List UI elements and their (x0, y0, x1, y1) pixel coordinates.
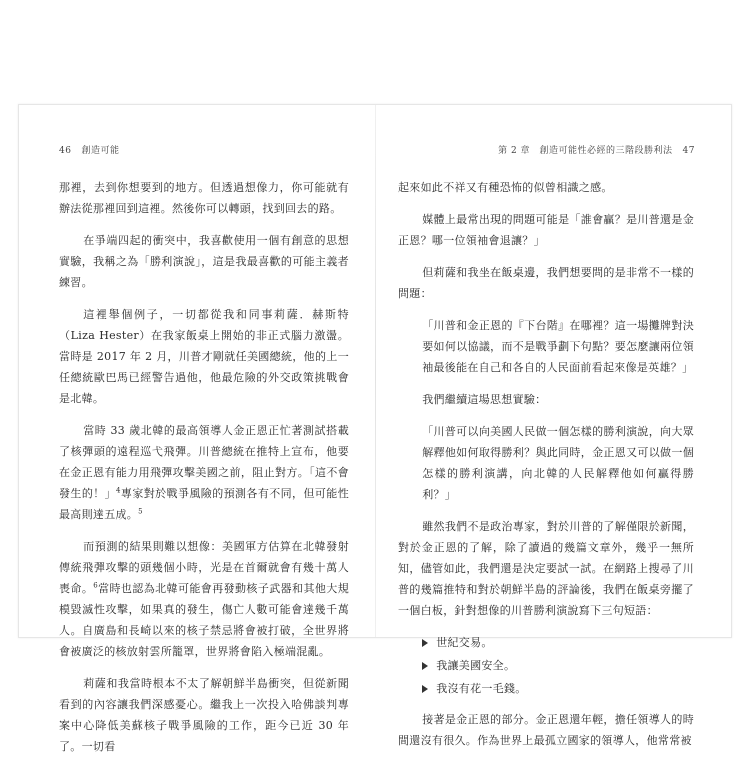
list-item (422, 655, 694, 676)
right-paragraphs-after-list (398, 709, 694, 751)
body-paragraph: 媒體上最常出現的問題可能是「誰會贏？是川普還是金正恩？哪一位領袖會退讓？」 (398, 213, 694, 247)
left-page-body (59, 177, 349, 768)
right-header-title: 第 2 章 創造可能性必經的三階段勝利法 (498, 146, 673, 156)
body-paragraph: 接著是金正恩的部分。金正恩還年輕，擔任領導人的時間還沒有很久。作為世界上最孤立國家的領導人，他常常被 (398, 713, 694, 747)
right-page (376, 105, 731, 747)
footnote-marker: 6 (93, 581, 98, 590)
triangle-bullet-icon (422, 685, 428, 693)
body-paragraph: 雖然我們不是政治專家，對於川普的了解僅限於新聞，對於金正恩的了解，除了讀過的幾篇文章外，幾乎一無所知，儘管如此，我們還是決定要試一試。在網路上搜尋了川普的幾篇推特和對於朝鮮半島的評論後，我們在飯桌旁擺了一個白板，針對想像的川普勝利演說寫下三句短語： (398, 520, 694, 617)
right-page-body (398, 177, 694, 762)
book-spread (18, 104, 732, 753)
list-item-text: 我沒有花一毛錢。 (436, 682, 527, 695)
left-running-header (59, 143, 119, 156)
victory-speech-bullet-list (398, 632, 694, 699)
body-paragraph: 在爭端四起的衝突中，我喜歡使用一個有創意的思想實驗，我稱之為「勝利演說」，這是我最喜歡的可能主義者練習。 (59, 234, 349, 289)
left-page (19, 105, 375, 753)
right-page-number: 47 (682, 146, 695, 156)
footnote-marker: 4 (116, 486, 121, 495)
left-header-title: 創造可能 (81, 146, 120, 156)
footnote-marker: 5 (138, 507, 143, 516)
body-paragraph: 「川普和金正恩的『下台階』在哪裡？這一場攤牌對決要如何以協議，而不是戰爭劃下句點？要怎麼讓兩位領袖最後能在自己和各自的人民面前看起來像是英雄？」 (422, 319, 694, 374)
body-paragraph: 當時 33 歲北韓的最高領導人金正恩正忙著測試搭載了核彈頭的遠程巡弋飛彈。川普總統在推特上宣布，他要在金正恩有能力用飛彈攻擊美國之前，阻止對方。「這不會發生的！」$^4$專家對於戰爭風險的預測各有不同，但可能性最高則達五成。$^5$ (59, 424, 349, 521)
right-running-header (498, 143, 695, 156)
right-paragraphs-before-list (398, 177, 694, 621)
triangle-bullet-icon (422, 639, 428, 647)
body-paragraph: 這裡舉個例子，一切都從我和同事莉薩．赫斯特（Liza Hester）在我家飯桌上開始的非正式腦力激盪。當時是 2017 年 2 月，川普才剛就任美國總統，他的上一任總統歐巴馬已經警告過他，他最危險的外交政策挑戰會是北韓。 (59, 308, 349, 405)
body-paragraph: 起來如此不祥又有種恐怖的似曾相識之感。 (398, 181, 613, 194)
left-page-number: 46 (59, 146, 72, 156)
triangle-bullet-icon (422, 662, 428, 670)
list-item (422, 678, 694, 699)
body-paragraph: 而預測的結果則難以想像：美國軍方估算在北韓發射傳統飛彈攻擊的頭幾個小時，光是在首爾就會有幾十萬人喪命。$^6$當時也認為北韓可能會再發動核子武器和其他大規模毀滅性攻擊，如果真的發生，傷亡人數可能會達幾千萬人。自廣島和長崎以來的核子禁忌將會被打破，全世界將會被廣泛的核放射雲所籠罩，世界將會陷入極端混亂。 (59, 540, 349, 658)
list-item-text: 世紀交易。 (436, 636, 493, 649)
list-item-text: 我讓美國安全。 (436, 659, 516, 672)
body-paragraph: 莉薩和我當時根本不太了解朝鮮半島衝突，但從新聞看到的內容讓我們深感憂心。繼我上一次投入哈佛談判專案中心降低美蘇核子戰爭風險的工作，距今已近 30 年了。一切看 (59, 677, 349, 753)
list-item (422, 632, 694, 653)
body-paragraph: 那裡，去到你想要到的地方。但透過想像力，你可能就有辦法從那裡回到這裡。然後你可以轉頭，找到回去的路。 (59, 181, 349, 215)
body-paragraph: 「川普可以向美國人民做一個怎樣的勝利演說，向大眾解釋他如何取得勝利？與此同時，金正恩又可以做一個怎樣的勝利演講，向北韓的人民解釋他如何贏得勝利？」 (422, 425, 694, 501)
body-paragraph: 我們繼續這場思想實驗： (422, 393, 547, 406)
body-paragraph: 但莉薩和我坐在飯桌邊，我們想要問的是非常不一樣的問題： (398, 266, 694, 300)
